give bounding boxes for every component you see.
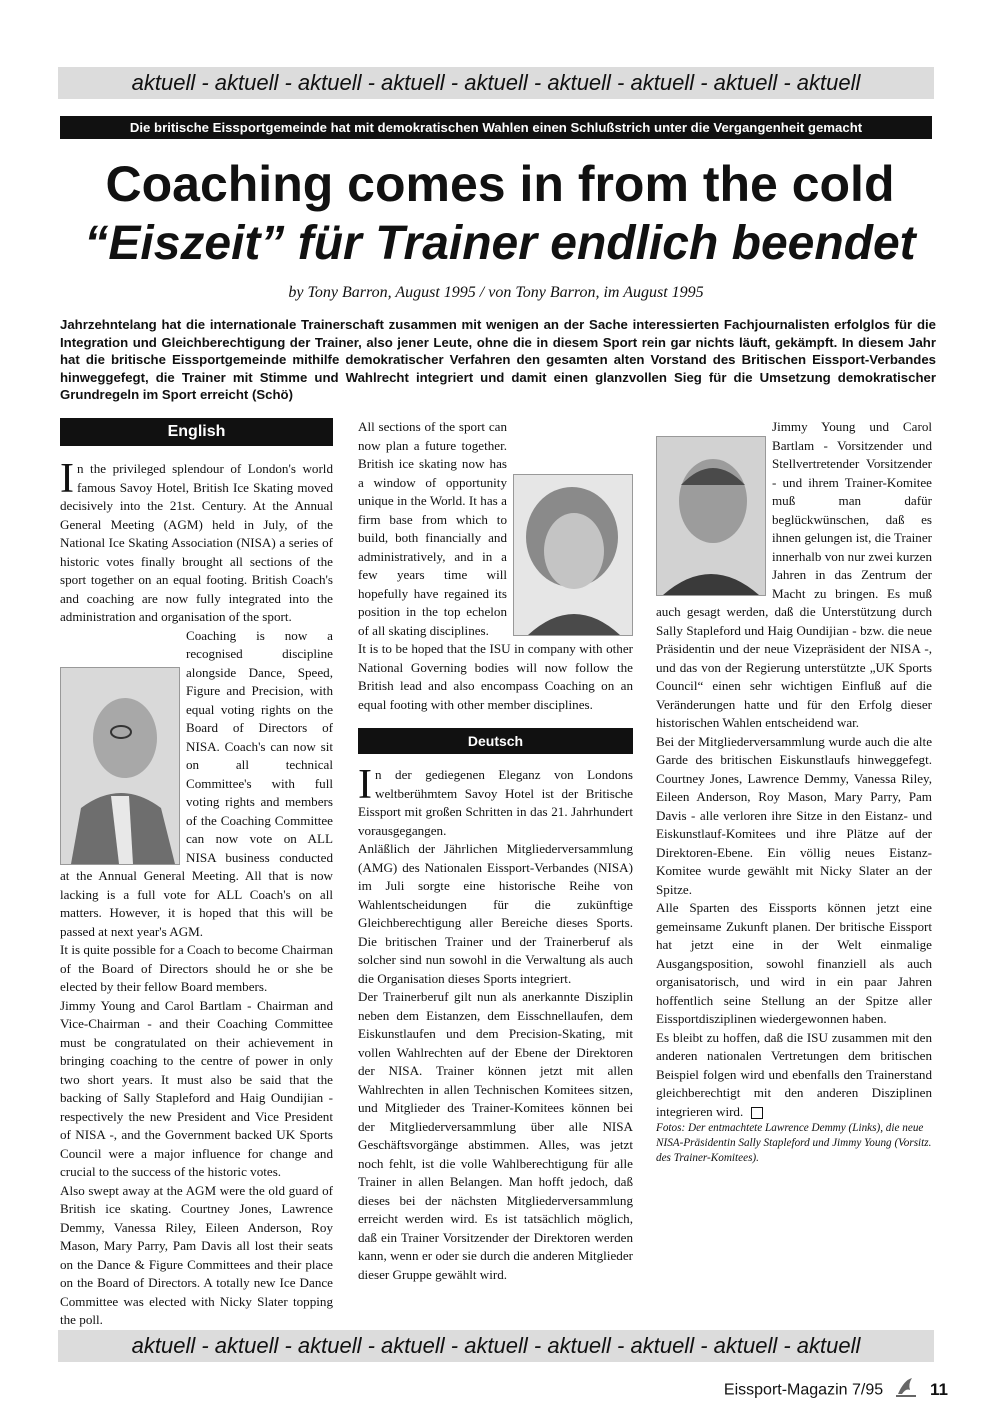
bottom-band: aktuell - aktuell - aktuell - aktuell - aktuell - aktuell - aktuell - aktuell - aktuell <box>58 1330 934 1362</box>
english-paragraph-3: It is quite possible for a Coach to become Chairman of the Board of Directors should he or she be elected by their fellow Board members. <box>60 942 333 994</box>
portrait-photo-icon <box>514 475 632 635</box>
page-footer <box>724 1376 948 1405</box>
deutsch-paragraph-7: Es bleibt zu hoffen, daß die ISU zusammen mit den anderen nationalen Vertretungen dem britischen Beispiel folgen wird und ebenfalls den Trainerstand gleichberechtigt mit den anderen Disziplinen integrieren wird. <box>656 1029 932 1119</box>
subtitle-bar: Die britische Eissportgemeinde hat mit demokratischen Wahlen einen Schlußstrich unter die Vergangenheit gemacht <box>60 116 932 139</box>
english-paragraph-1: In the privileged splendour of London's world famous Savoy Hotel, British Ice Skating moved decisively into the 21st. Century. At the Annual General Meeting (AGM) held in July, of the National Ice Skating Association (NISA) a series of historic votes finally brought all sections of the sport together on an equal footing. British Coach's and coaching are now fully integrated into the administration and organisation of the sport. <box>60 456 333 624</box>
magazine-issue: Eissport-Magazin 7/95 <box>723 1381 884 1399</box>
section-heading-english: English <box>60 418 333 446</box>
headline: Coaching comes in from the cold <box>105 156 895 212</box>
dropcap: I <box>358 762 372 808</box>
photo-jimmy-young <box>656 436 766 596</box>
photo-caption: Fotos: Der entmachtete Lawrence Demmy (Links), die neue NISA-Präsidentin Sally Stapleford und Jimmy Young (Vorsitz. des Trainer-Komitees). <box>656 1122 932 1164</box>
deutsch-paragraph-3: Der Trainerberuf gilt nun als anerkannte Disziplin neben dem Eistanzen, dem Eisschnellaufen, dem Eiskunstlaufen und dem Precision-Skating, mit vollen Wahlrechten auf der Ebene der Direktoren der NISA. Trainer können jetzt mit allen Wahlrechten in allen Technischen Komitees sitzen, und Mitglieder des Trainer-Komitees können bei der Mitgliederversammlung über alle NISA Geschäftsvorgänge abstimmen. Alles, was jetzt noch fehlt, ist die volle Wahlberechtigung für alle Trainer in allen Belangen. Man hofft jedoch, daß dieses bei der nächsten Mitgliederversammlung erreicht werden wird. Es ist tatsächlich möglich, daß ein Trainer Vorsitzender der Direktoren werden kann, wenn er oder sie durch die anderen Mitglieder dieser Gruppe gewählt wird. <box>358 989 633 1282</box>
column-1 <box>60 418 333 1330</box>
deutsch-paragraph-1: In der gediegenen Eleganz von Londons weltberühmtem Savoy Hotel ist der Britische Eissport mit großen Schritten in das 21. Jahrhundert vorausgegangen. <box>358 762 633 838</box>
top-band: aktuell - aktuell - aktuell - aktuell - aktuell - aktuell - aktuell - aktuell - aktuell <box>58 67 934 99</box>
deutsch-paragraph-5: Bei der Mitgliederversammlung wurde auch die alte Garde des britischen Eiskunstlaufs hinweggefegt. Courtney Jones, Lawrence Demmy, Vanessa Riley, Eileen Anderson, Roy Mason, Mary Parry, Pam Davis - alle verloren ihre Sitze in den Eistanz- und Eiskunstlauf-Komitees und ihre Plätze auf der Direktoren-Ebene. Ein völlig neues Eistanz-Komitee wurde gewählt mit Nicky Slater an der Spitze. <box>656 733 932 897</box>
lead-paragraph: Jahrzehntelang hat die internationale Trainerschaft zusammen mit wenigen an der Sache interessierten Fachjournalisten erfolglos für die Integration und Gleichberechtigung der Trainer, also jener Leute, ohne die in diesem Sport rein gar nichts läuft, gekämpft. In diesem Jahr hat die britische Eissportgemeinde mithilfe demokratischer Verfahren den gesamten alten Vorstand des Britischen Eissport-Verbandes hinweggefegt, die Trainer mit Stimme und Wahlrecht integriert und damit einen glanzvollen Sieg für die Umsetzung demokratischer Grundregeln im Sport erreicht (Schö) <box>60 317 936 402</box>
page-number: 11 <box>930 1379 948 1399</box>
column-2 <box>358 418 633 1284</box>
english-paragraph-7: It is to be hoped that the ISU in company with other National Governing bodies will now follow the British lead and also encompass Coaching on an equal footing with other member disciplines. <box>358 641 633 712</box>
english-paragraph-2: Coaching is now a recognised discipline alongside Dance, Speed, Figure and Precision, with equal voting rights on the Board of Directors of NISA. Coach's can now sit on all technical Committee's with full voting rights and members of the Coaching Committee can now vote on ALL NISA business conducted at the Annual General Meeting. All that is now lacking is a full vote for ALL Coach's on all matters. However, it is hoped that this will be passed at next year's AGM. <box>60 627 333 939</box>
deutsch-paragraph-2: Anläßlich der Jährlichen Mitgliederversammlung (AMG) des Nationalen Eissport-Verbandes (NISA) im Juli sorgte eine historische Reihe von Wahlentscheidungen für die zukünftige Gleichberechtigung aller Bereiche dieses Sports. Die britischen Trainer und der Trainerberuf als solcher sind nun sowohl in die Verwaltung als auch die Organisation dieses Sports integriert. <box>358 841 633 986</box>
english-paragraph-4: Jimmy Young and Carol Bartlam - Chairman and Vice-Chairman - and their Coaching Committee must be congratulated on their achievement in bringing coaching to the centre of power in only two short years. It must also be said that the backing of Sally Stapleford and Haig Oundijian - respectively the new President and Vice President of NISA -, and the Government backed UK Sports Council were a major influence for change and crucial to the success of the historic votes. <box>60 997 333 1179</box>
section-heading-deutsch: Deutsch <box>358 728 633 754</box>
end-mark-icon <box>751 1107 763 1119</box>
headline-german: “Eiszeit” für Trainer endlich beendet <box>84 217 916 270</box>
photo-sally-stapleford <box>513 474 633 636</box>
dropcap: I <box>60 456 74 502</box>
deutsch-paragraph-6: Alle Sparten des Eissports können jetzt eine gemeinsame Zukunft planen. Der britische Eissport hat jetzt eine in der Welt einmalige Ausgangsposition, sowohl finanziell als auch organisatorisch, und wird in ein paar Jahren hoffentlich seine Stellung an der Spitze aller Eissportdisziplinen wiedergewonnen haben. <box>656 900 932 1026</box>
english-paragraph-6: All sections of the sport can now plan a future together. British ice skating now has a window of opportunity unique in the World. It has a firm base from which to build, both financially and administratively, and in a few years time will hopefully have regained its position in the top echelon of all skating disciplines. <box>358 418 633 640</box>
english-paragraph-5: Also swept away at the AGM were the old guard of British ice skating. Courtney Jones, Lawrence Demmy, Vanessa Riley, Eileen Anderson, Roy Mason, Mary Parry, Pam Davis all lost their seats on the Dance & Figure Committees and their place on the Board of Directors. A totally new Ice Dance Committee was elected with Nicky Slater topping the poll. <box>60 1182 333 1327</box>
column-3 <box>656 418 932 1166</box>
byline: by Tony Barron, August 1995 / von Tony Barron, im August 1995 <box>288 284 704 301</box>
photo-lawrence-demmy <box>60 667 180 865</box>
skater-logo-icon <box>894 1376 918 1405</box>
portrait-photo-icon <box>657 437 765 595</box>
portrait-photo-icon <box>61 668 179 864</box>
deutsch-paragraph-4: Jimmy Young und Carol Bartlam - Vorsitzender und Stellvertretender Vorsitzender - und ihrem Trainer-Komitee muß man dafür beglückwünschen, daß es ihnen gelungen ist, die Trainer innerhalb von nur zwei kurzen Jahren in das Zentrum der Macht zu bringen. Es muß auch gesagt werden, daß die Unterstützung durch Sally Stapleford und Haig Oundijian - bzw. die neue Präsidentin und der neue Vizepräsident der NISA -, und das von der Regierung unterstützte „UK Sports Council“ einen sehr wichtigen Einfluß auf die Veränderungen hatte und für den Erfolg dieser historischen Wahlen entscheidend war. <box>656 419 932 730</box>
